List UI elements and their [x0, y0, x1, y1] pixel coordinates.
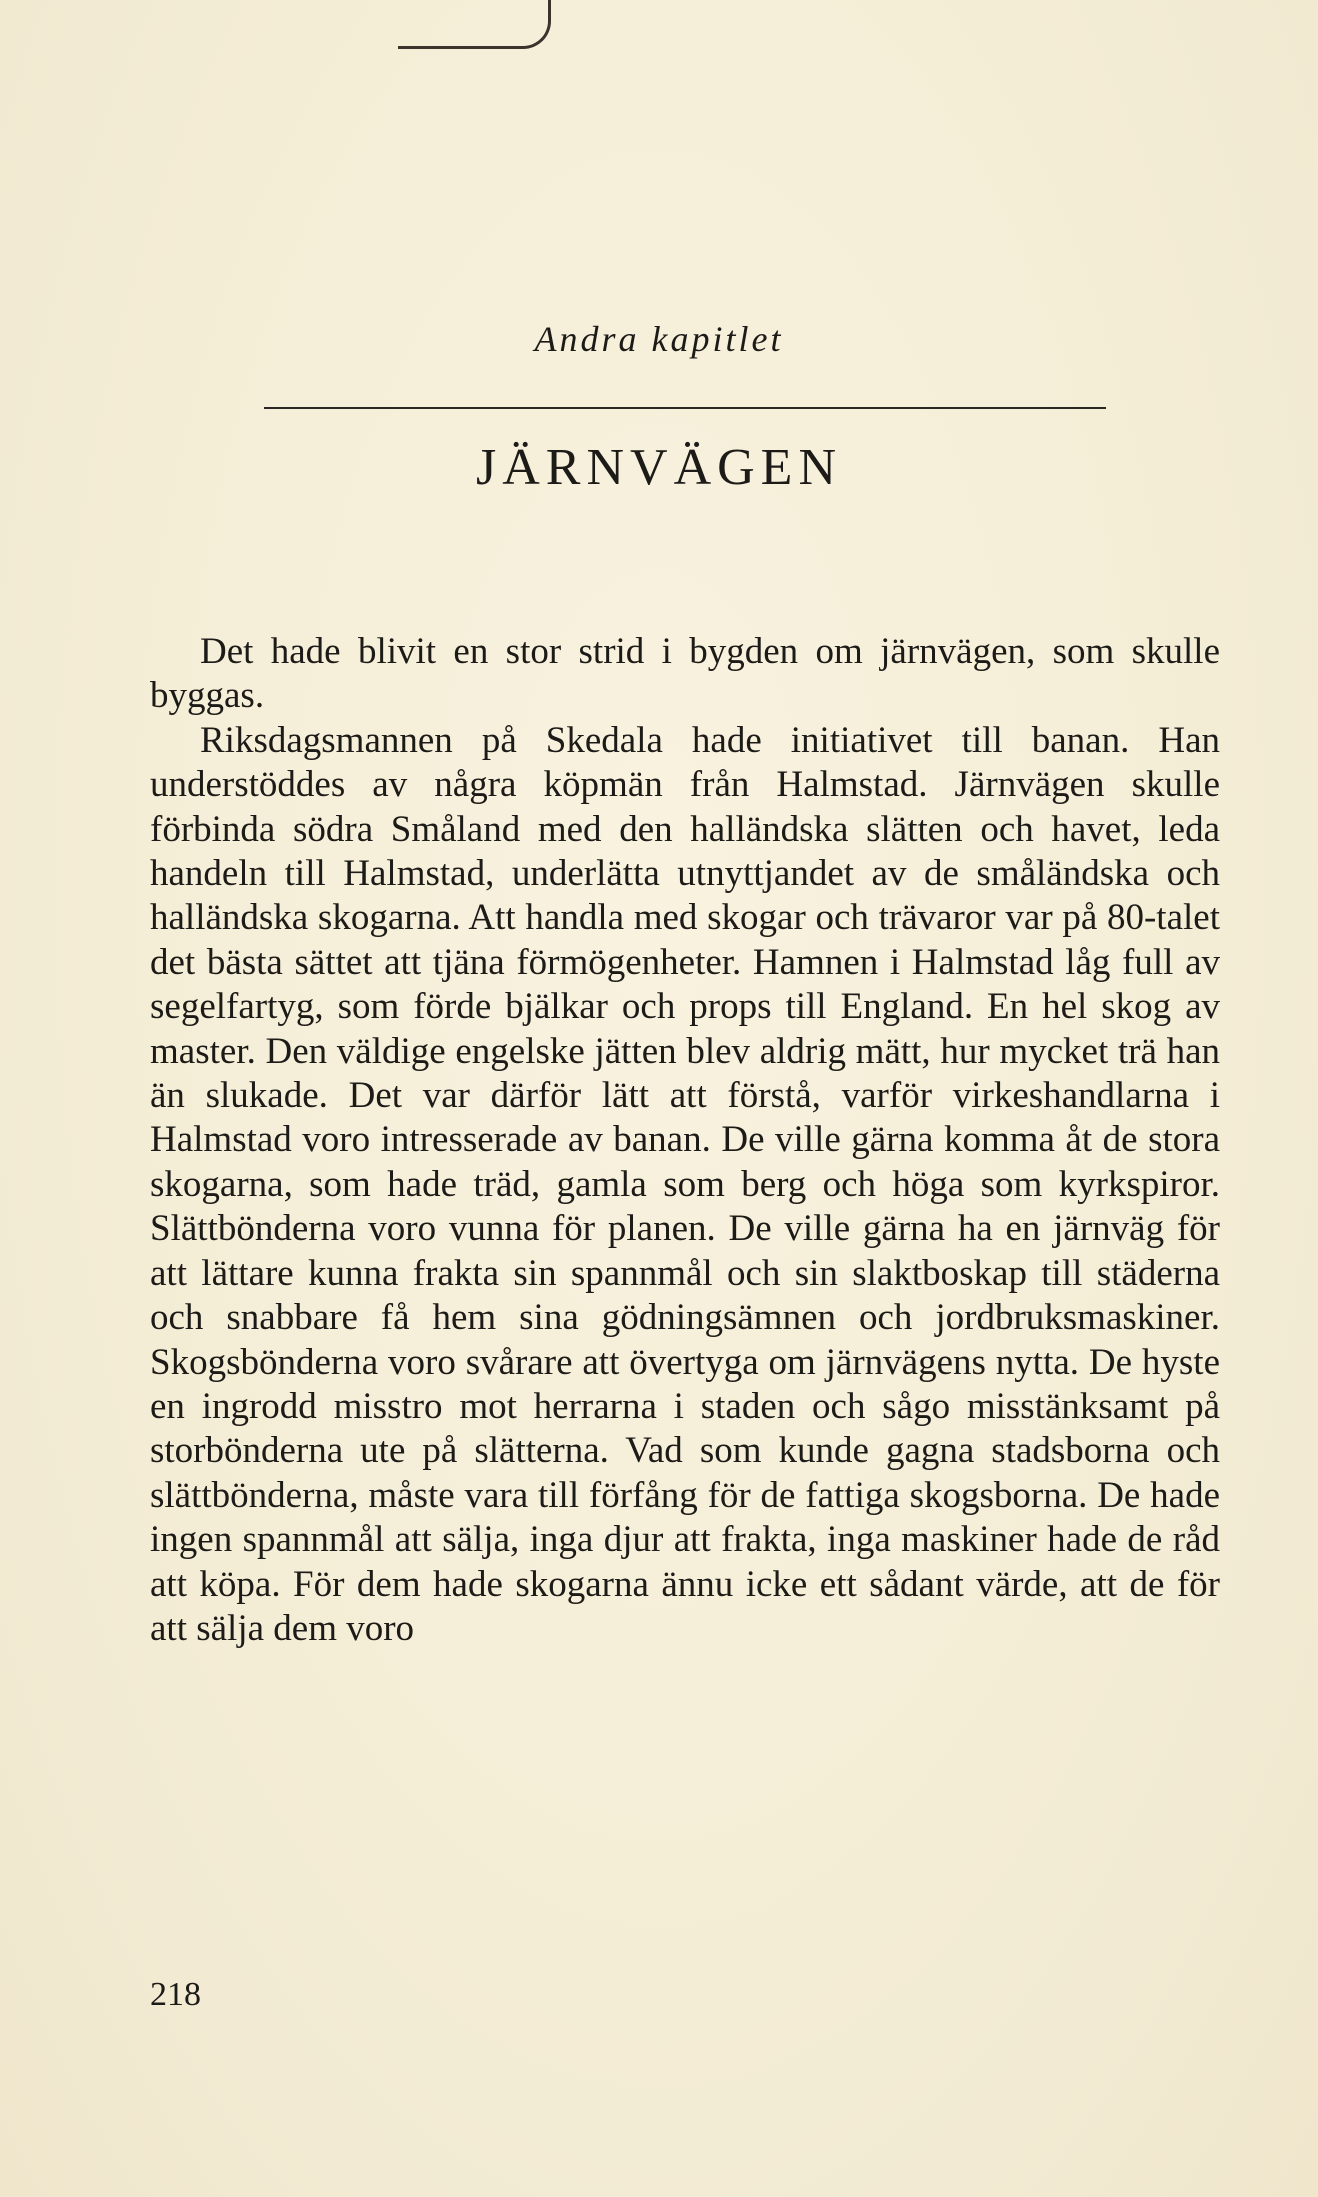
body-text	[150, 630, 1220, 1651]
paragraph: Riksdagsmannen på Skedala hade initiativet till banan. Han understöddes av några köpmän från Halmstad. Järnvägen skulle förbinda södra Småland med den halländska slätten och havet, leda handeln till Halmstad, underlätta utnyttjandet av de småländska och halländska skogarna. Att handla med skogar och trävaror var på 80-talet det bästa sättet att tjäna förmögenheter. Hamnen i Halmstad låg full av segelfartyg, som förde bjälkar och props till England. En hel skog av master. Den väldige engelske jätten blev aldrig mätt, hur mycket trä han än slukade. Det var därför lätt att förstå, varför virkeshandlarna i Halmstad voro intresserade av banan. De ville gärna komma åt de stora skogarna, som hade träd, gamla som berg och höga som kyrkspiror. Slättbönderna voro vunna för planen. De ville gärna ha en järnväg för att lättare kunna frakta sin spannmål och sin slaktboskap till städerna och snabbare få hem sina gödningsämnen och jordbruksmaskiner. Skogsbönderna voro svårare att övertyga om järnvägens nytta. De hyste en ingrodd misstro mot herrarna i staden och sågo misstänksamt på storbönderna ute på slätterna. Vad som kunde gagna stadsborna och slättbönderna, måste vara till förfång för de fattiga skogsborna. De hade ingen spannmål att sälja, inga djur att frakta, inga maskiner hade de råd att köpa. För dem hade skogarna ännu icke ett sådant värde, att de för att sälja dem voro	[150, 719, 1220, 1649]
chapter-label: Andra kapitlet	[534, 319, 784, 359]
page-tab-mark	[398, 0, 551, 49]
page-number: 218	[150, 1976, 201, 2013]
title-divider	[264, 407, 1106, 409]
paragraph: Det hade blivit en stor strid i bygden om järnvägen, som skulle byggas.	[150, 631, 1220, 717]
chapter-title: JÄRNVÄGEN	[476, 439, 842, 496]
